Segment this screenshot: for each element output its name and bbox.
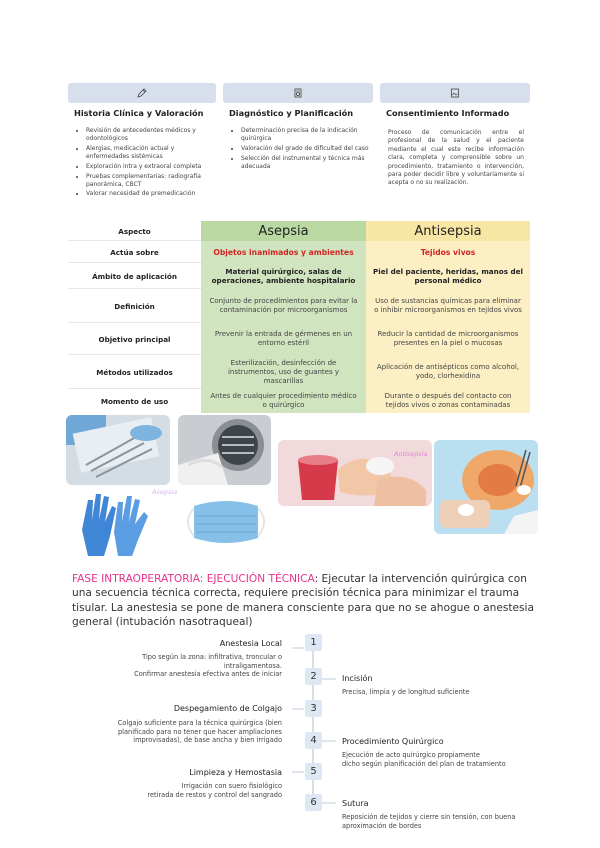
list-item: • Determinación precisa de la indicación quirúrgica <box>241 127 373 143</box>
cell-asepsia: Prevenir la entrada de gérmenes en un entorno estéril <box>201 323 366 355</box>
phase-heading: FASE INTRAOPERATORIA: EJECUCIÓN TÉCNICA <box>72 573 315 585</box>
antisepsis-application-image <box>434 440 538 534</box>
cell-antisepsia: Durante o después del contacto con tejidos vivos o zonas contaminadas <box>366 389 530 413</box>
list-item: • Valorar necesidad de premedicación <box>86 190 216 198</box>
table-row <box>68 263 530 289</box>
desc-line: Colgajo suficiente para la técnica quirúrgica (bien <box>117 719 282 727</box>
header-antisepsia: Antisepsia <box>366 221 530 241</box>
step-number: 2 <box>305 668 322 685</box>
surgical-mask-image <box>180 492 272 552</box>
card-list <box>82 127 216 199</box>
row-label: Objetivo principal <box>98 334 171 344</box>
cell-asepsia: Esterilización, desinfección de instrumentos, uso de guantes y mascarillas <box>201 355 366 389</box>
card-header <box>68 83 216 103</box>
header-aspecto: Aspecto <box>118 226 151 236</box>
cell-asepsia: Antes de cualquier procedimiento médico o quirúrgico <box>201 389 366 413</box>
card-text: Proceso de comunicación entre el profesional de la salud y el paciente mediante el cual este recibe información clara, completa y comprensible sobre un procedimiento, tratamiento o intervención, para poder decidir libre y voluntariamente si acepta o no su realización. <box>388 129 524 187</box>
signature-icon <box>449 87 461 99</box>
mask-photo <box>180 492 272 552</box>
step-desc-sutura <box>342 813 552 830</box>
step-desc-colgajo <box>82 719 282 745</box>
step-title-sutura: Sutura <box>342 799 369 808</box>
step-number: 1 <box>305 634 322 651</box>
card-historia-clinica <box>68 83 216 225</box>
step-title-colgajo: Despegamiento de Colgajo <box>173 704 282 713</box>
header-asepsia: Asepsia <box>201 221 366 241</box>
card-title: Consentimiento Informado <box>386 108 510 118</box>
card-diagnostico <box>223 83 373 225</box>
row-label: Momento de uso <box>100 396 169 406</box>
desc-line: improvisadas), de base ancha y bien irrigado <box>133 736 282 745</box>
autoclave-photo <box>178 415 271 485</box>
instruments-photo <box>66 415 170 485</box>
step-desc-limpieza <box>100 782 282 799</box>
card-header <box>380 83 530 103</box>
table-row <box>68 355 530 389</box>
desc-line: Ejecución de acto quirúrgico propiamente <box>342 751 480 759</box>
phase-description: : Ejecutar la intervención quirúrgica con una secuencia técnica correcta, requiere precisión técnica para minimizar el trauma tisular. La anestesia se pone de manera consciente para que no se ahogue o anestesia general (intubación nasotraqueal) <box>72 573 534 628</box>
list-item: • Selección del instrumental y técnica más adecuada <box>241 155 373 171</box>
cell-asepsia: Objetos inanimados y ambientes <box>201 241 366 263</box>
step-desc-anestesia <box>86 653 282 679</box>
desc-line: planificado para no tener que hacer ampliaciones <box>117 727 282 736</box>
list-item: • Exploración intra y extraoral completa <box>86 163 216 171</box>
step-title-limpieza: Limpieza y Hemostasia <box>189 768 282 777</box>
preoperative-cards <box>68 83 530 225</box>
step-number: 6 <box>305 794 322 811</box>
pencil-icon <box>136 87 148 99</box>
desc-line: Reposición de tejidos y cierre sin tensión, con buena <box>342 813 516 821</box>
card-title: Diagnóstico y Planificación <box>229 108 354 118</box>
gloves-photo <box>74 490 154 558</box>
desc-line: Confirmar anestesia efectiva antes de iniciar <box>134 670 282 679</box>
intraoperative-intro <box>72 572 534 629</box>
desc-line: aproximación de bordes <box>342 821 422 830</box>
surgical-instruments-image <box>66 415 170 485</box>
asepsia-antisepsia-table <box>68 221 530 413</box>
table-row <box>68 289 530 323</box>
table-row <box>68 323 530 355</box>
blue-gloves-image <box>74 490 154 558</box>
list-item: • Valoración del grado de dificultad del caso <box>241 145 373 153</box>
table-row <box>68 389 530 413</box>
row-label: Definición <box>114 301 155 311</box>
list-item: • Pruebas complementarias: radiografía panorámica, CBCT <box>86 173 216 189</box>
row-label: Actúa sobre <box>110 247 159 257</box>
cell-antisepsia: Tejidos vivos <box>366 241 530 263</box>
card-list <box>237 127 373 171</box>
autoclave-image <box>178 415 271 485</box>
desc-line: Irrigación con suero fisiológico <box>181 782 282 790</box>
desc-line: dicho según planificación del plan de tratamiento <box>342 759 506 768</box>
asepsia-tag: Asepsia <box>152 488 178 496</box>
card-header <box>223 83 373 103</box>
desc-line: retirada de restos y control del sangrado <box>147 790 282 799</box>
step-desc-incision <box>342 688 542 697</box>
list-item: • Alergias, medicación actual y enfermedades sistémicas <box>86 145 216 161</box>
cell-antisepsia: Reducir la cantidad de microorganismos presentes en la piel o mucosas <box>366 323 530 355</box>
cell-antisepsia: Uso de sustancias químicas para eliminar o inhibir microorganismos en tejidos vivos <box>366 289 530 323</box>
step-number: 3 <box>305 700 322 717</box>
cell-asepsia: Material quirúrgico, salas de operaciones, ambiente hospitalario <box>201 263 366 289</box>
table-row <box>68 241 530 263</box>
antisepsia-tag: Antisepsia <box>394 450 428 458</box>
desc-line: Tipo según la zona: infiltrativa, troncular o intraligamentosa. <box>142 653 282 670</box>
row-label: Métodos utilizados <box>96 367 173 377</box>
step-number: 5 <box>305 763 322 780</box>
card-title: Historia Clínica y Valoración <box>74 108 204 118</box>
step-number: 4 <box>305 732 322 749</box>
step-desc-procedimiento <box>342 751 542 768</box>
cell-antisepsia: Piel del paciente, heridas, manos del personal médico <box>366 263 530 289</box>
cell-asepsia: Conjunto de procedimientos para evitar la contaminación por microorganismos <box>201 289 366 323</box>
list-item: • Revisión de antecedentes médicos y odontológicos <box>86 127 216 143</box>
desc-line: Precisa, limpia y de longitud suficiente <box>342 688 470 696</box>
cell-antisepsia: Aplicación de antisépticos como alcohol, yodo, clorhexidina <box>366 355 530 389</box>
step-title-anestesia: Anestesia Local <box>219 639 282 648</box>
card-consentimiento <box>380 83 530 225</box>
row-label: Ámbito de aplicación <box>92 271 177 281</box>
table-header-row <box>68 221 530 241</box>
gear-document-icon <box>292 87 304 99</box>
step-title-procedimiento: Procedimiento Quirúrgico <box>342 737 444 746</box>
antisepsis-application-photo <box>434 440 538 534</box>
step-title-incision: Incisión <box>342 674 373 683</box>
